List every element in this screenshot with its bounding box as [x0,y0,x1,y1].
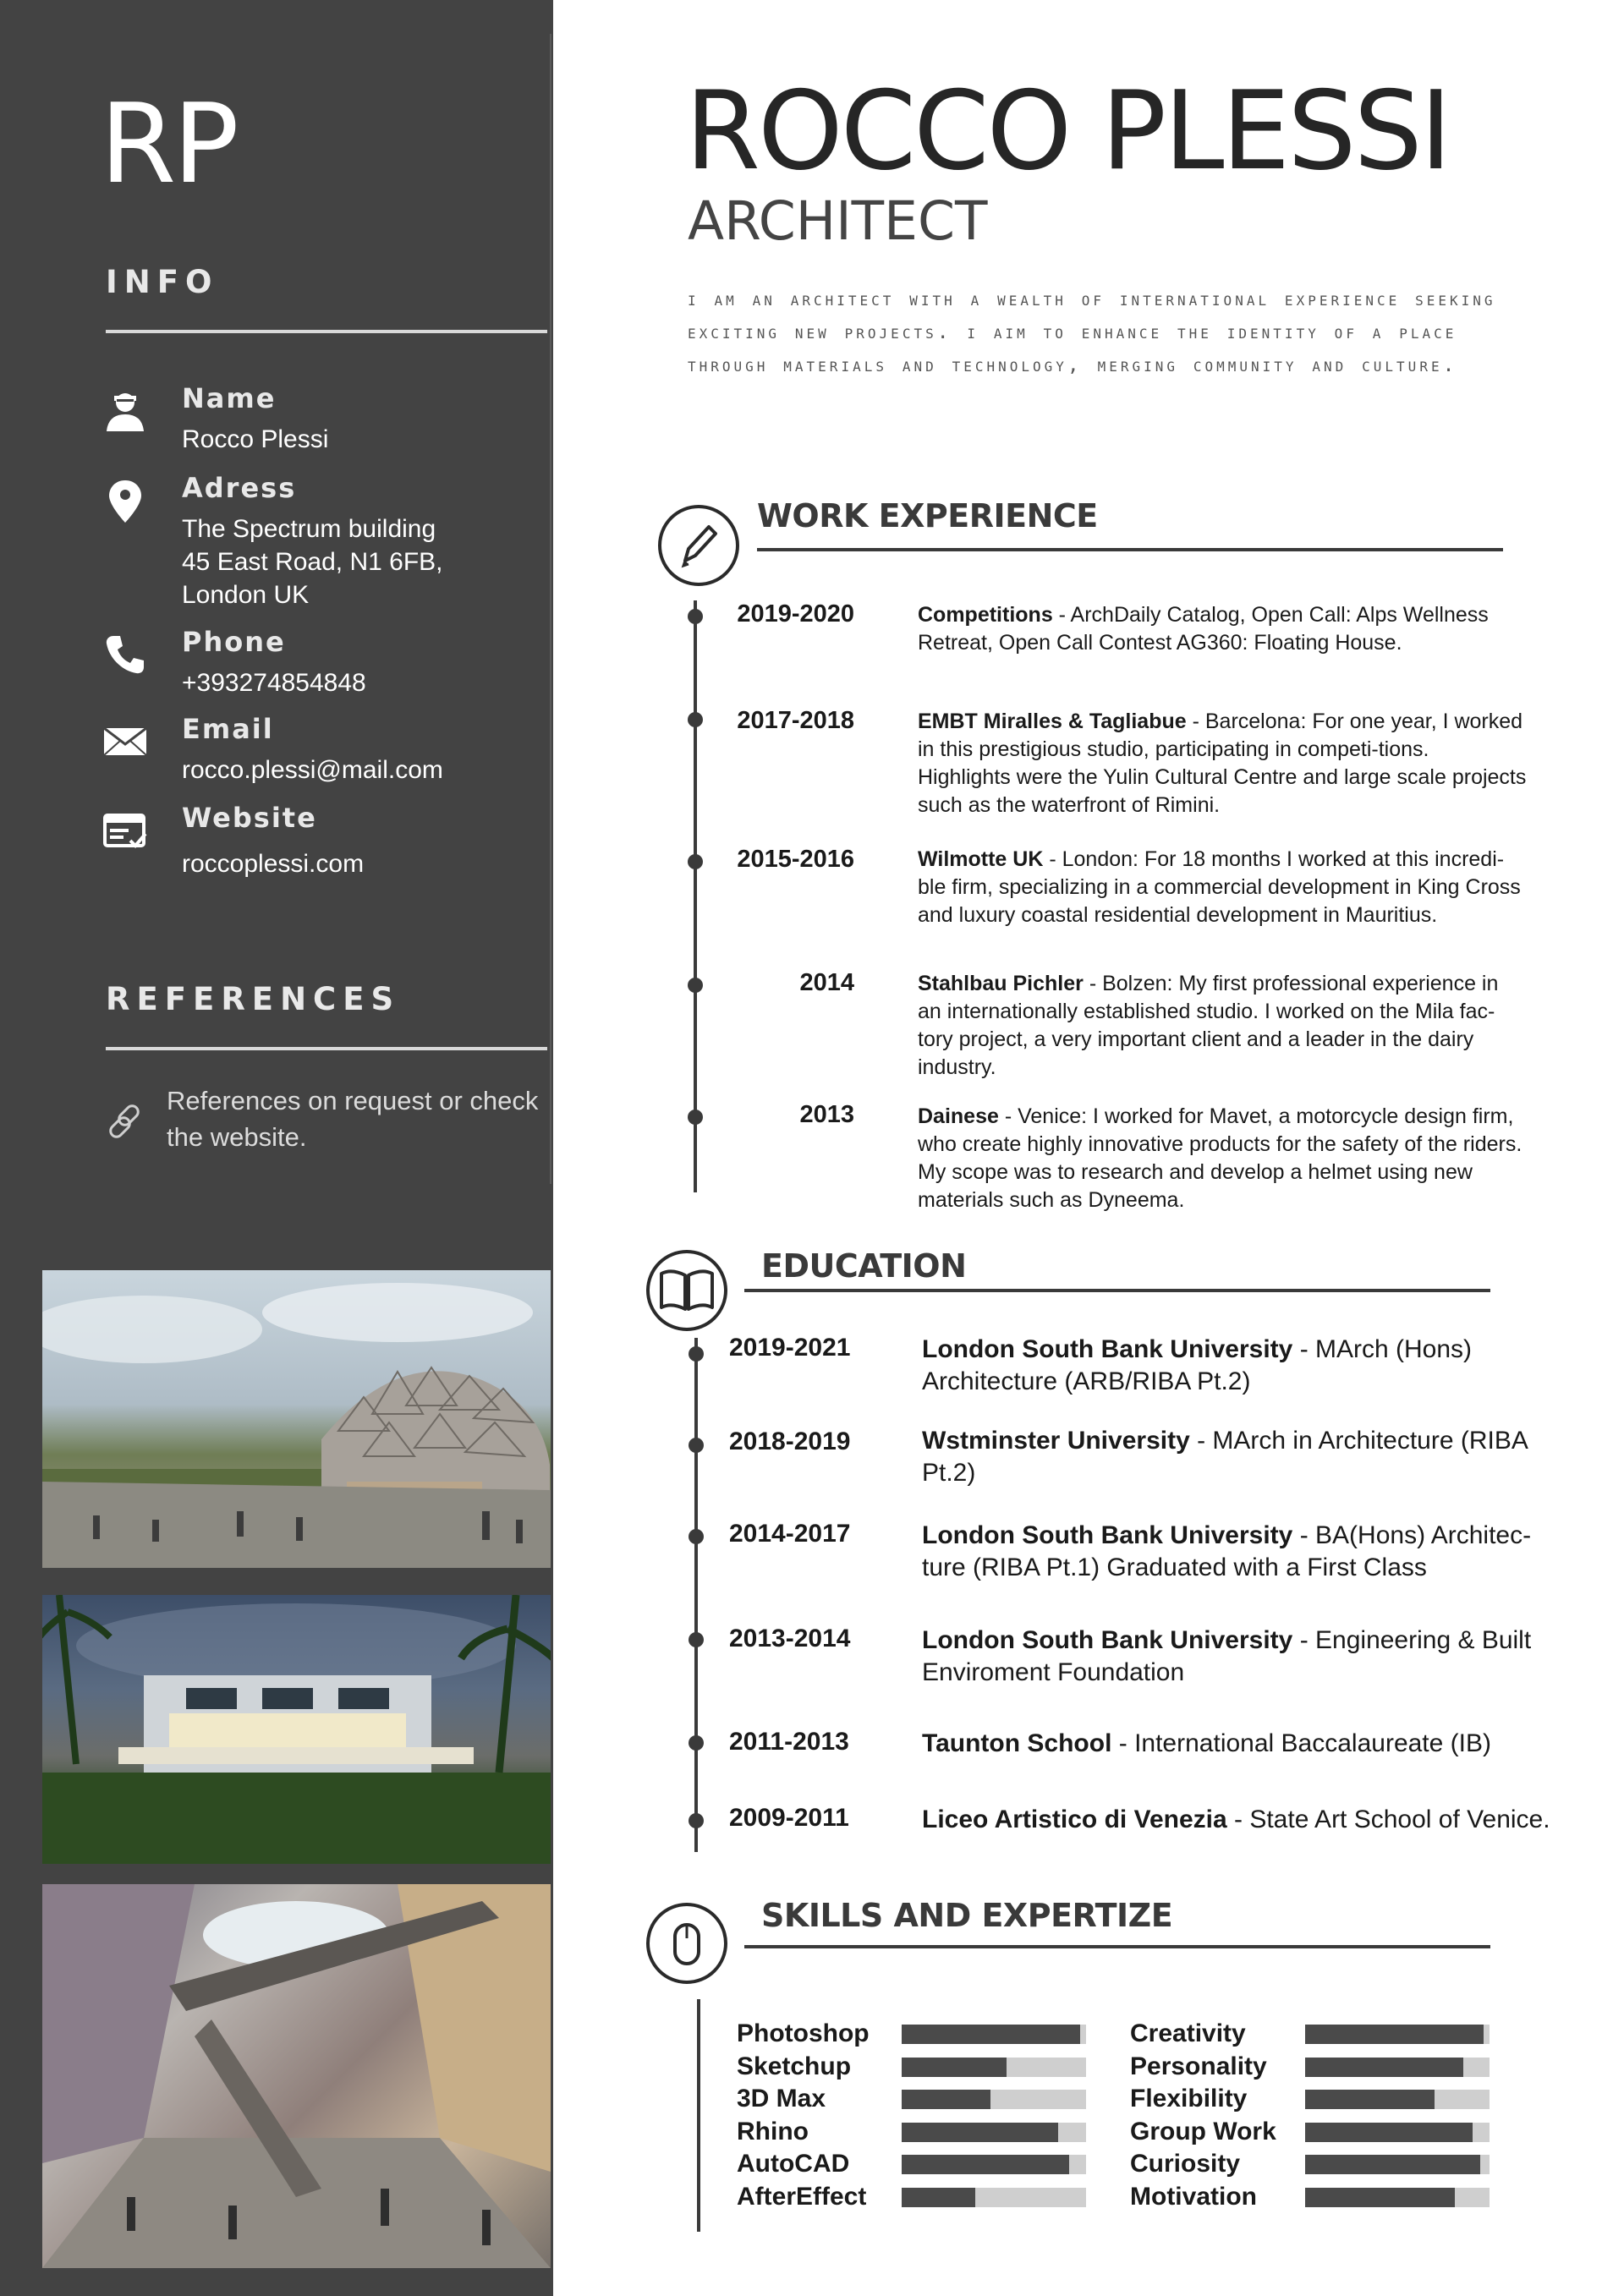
education-org: London South Bank University [922,1626,1293,1654]
education-timeline [694,1338,698,1852]
skill-bar-fill [902,2090,990,2109]
education-text: - MArch (Hons) Architecture (ARB/RIBA Pt.2) [922,1335,1473,1395]
education-entry [922,1728,1548,1760]
work-org: EMBT Miralles & Tagliabue [918,710,1187,733]
skill-name: Rhino [737,2117,809,2145]
skill-name: Curiosity [1130,2150,1241,2178]
pencil-icon [661,508,736,583]
website-value[interactable]: roccoplessi.com [182,850,365,878]
work-year: 2017-2018 [737,707,854,734]
skill-bar-fill [902,2123,1058,2142]
link-icon [106,1101,146,1142]
education-text: - MArch in Architecture (RIBA Pt.2) [922,1427,1528,1487]
skill-name: AfterEffect [737,2182,867,2211]
work-timeline [694,600,697,1192]
education-entry [922,1804,1565,1836]
timeline-dot [689,1346,704,1362]
book-icon [650,1253,724,1328]
skill-name: Creativity [1130,2019,1246,2047]
education-text: - Engineering & Built Enviroment Foundation [922,1626,1532,1686]
skill-bar-fill [902,2058,1007,2077]
skill-bar [1305,2090,1490,2109]
education-year: 2019-2021 [729,1334,851,1362]
phone-label: Phone [182,626,286,658]
skill-row [737,2150,1143,2180]
skill-bar-fill [1305,2025,1484,2044]
skill-row [737,2085,1143,2115]
references-rule [106,1047,547,1050]
work-year: 2019-2020 [737,600,854,627]
timeline-dot [688,712,703,727]
education-title: EDUCATION [761,1247,967,1285]
sidebar [0,0,553,2296]
summary: i am an architect with a wealth of international experience seeking exciting new projects. i aim to enhance the identity of a place through materials and technology, merging community and culture. [688,288,1496,376]
work-text: - Venice: I worked for Mavet, a motorcycle design firm, who create highly innovative products for the safety of the riders. My scope was to research and develop a helmet using new materials such as Dyneema. [918,1104,1522,1212]
photo-pavilion [42,1270,551,1568]
work-text: - ArchDaily Catalog, Open Call: Alps Wellness Retreat, Open Call Contest AG360: Floating House. [918,603,1489,655]
work-rule [757,548,1503,551]
skill-row [1130,2183,1536,2213]
name-label: Name [182,382,277,414]
skills-rule [744,1945,1490,1948]
education-year: 2011-2013 [729,1728,849,1756]
website-icon [102,807,149,854]
education-entry [922,1625,1548,1689]
skill-row [1130,2118,1536,2148]
sidebar-divider [550,34,551,1184]
references-heading: REFERENCES [106,981,401,1017]
skill-bar-fill [1305,2188,1455,2207]
skill-name: 3D Max [737,2085,826,2112]
info-heading: INFO [106,264,219,300]
skill-name: Sketchup [737,2052,852,2080]
skills-section-icon [646,1903,727,1984]
skill-row [1130,2085,1536,2115]
skill-row [737,2183,1143,2213]
skill-bar-fill [1305,2090,1435,2109]
work-text: - London: For 18 months I worked at this incredi-ble firm, specializing in a commercial development in King Cross and luxury coastal residential development in Mauritius. [918,847,1521,927]
skill-name: Group Work [1130,2117,1276,2145]
skill-row [1130,2150,1536,2180]
timeline-dot [688,854,703,869]
work-org: Wilmotte UK [918,847,1044,871]
skill-bar-fill [1305,2058,1463,2077]
work-year: 2015-2016 [737,846,854,873]
photo-interior [42,1884,551,2268]
education-org: London South Bank University [922,1335,1293,1363]
references-text: References on request or check the website. [167,1086,539,1152]
skill-name: AutoCAD [737,2150,850,2178]
education-year: 2014-2017 [729,1520,851,1548]
phone-icon [102,631,149,678]
skill-row [737,2118,1143,2148]
skills-timeline [697,1999,700,2232]
work-entry [918,1103,1527,1214]
location-pin-icon [102,477,149,524]
education-org: London South Bank University [922,1521,1293,1549]
address-label: Adress [182,472,297,504]
skill-bar [902,2188,1086,2207]
education-text: - International Baccalaureate (IB) [1111,1729,1491,1757]
address-value: The Spectrum building 45 East Road, N1 6FB, London UK [182,515,443,609]
email-label: Email [182,713,274,745]
skill-row [1130,2019,1536,2050]
skill-bar [1305,2123,1490,2142]
work-org: Competitions [918,603,1053,627]
skill-bar [1305,2058,1490,2077]
timeline-dot [688,1110,703,1125]
timeline-dot [688,978,703,993]
timeline-dot [689,1529,704,1544]
education-text: - BA(Hons) Architec-ture (RIBA Pt.1) Graduated with a First Class [922,1521,1532,1581]
skill-row [737,2019,1143,2050]
timeline-dot [689,1813,704,1828]
work-text: - Bolzen: My first professional experience in an internationally established studio. I worked on the Mila fac-tory project, a very important client and a leader in the dairy industry. [918,972,1499,1079]
education-org: Liceo Artistico di Venezia [922,1806,1227,1833]
job-title: ARCHITECT [688,190,988,252]
email-value[interactable]: rocco.plessi@mail.com [182,756,443,784]
skills-title: SKILLS AND EXPERTIZE [761,1897,1173,1934]
work-org: Dainese [918,1104,999,1128]
skill-bar-fill [902,2155,1069,2174]
work-entry [918,970,1527,1082]
education-rule [744,1289,1490,1292]
work-title: WORK EXPERIENCE [757,497,1098,534]
timeline-dot [689,1632,704,1647]
skill-bar [1305,2025,1490,2044]
education-year: 2013-2014 [729,1625,851,1652]
education-year: 2009-2011 [729,1804,849,1832]
name-value: Rocco Plessi [182,425,329,453]
education-entry [922,1425,1548,1489]
timeline-dot [688,609,703,624]
skill-bar-fill [1305,2155,1480,2174]
skill-bar [1305,2188,1490,2207]
work-entry [918,601,1527,657]
skill-bar-fill [902,2188,975,2207]
skill-bar [902,2025,1086,2044]
skill-name: Flexibility [1130,2085,1248,2112]
education-section-icon [646,1250,727,1331]
phone-value: +393274854848 [182,669,366,697]
skill-bar-fill [902,2025,1080,2044]
website-label: Website [182,802,317,834]
education-entry [922,1334,1548,1398]
info-rule [106,330,547,333]
skill-name: Motivation [1130,2182,1257,2211]
work-org: Stahlbau Pichler [918,972,1084,995]
timeline-dot [689,1438,704,1453]
skill-name: Photoshop [737,2019,870,2047]
skill-name: Personality [1130,2052,1267,2080]
skill-row [1130,2052,1536,2083]
envelope-icon [102,718,149,765]
education-entry [922,1520,1548,1584]
education-org: Taunton School [922,1729,1112,1757]
work-entry [918,708,1527,819]
skill-bar [1305,2155,1490,2174]
skill-row [737,2052,1143,2083]
work-year: 2014 [799,969,854,996]
monogram: RP [100,79,236,208]
page-title: ROCCO PLESSI [685,68,1450,195]
work-year: 2013 [799,1101,854,1128]
timeline-dot [689,1735,704,1751]
skill-bar [902,2090,1086,2109]
skill-bar [902,2155,1086,2174]
education-text: - State Art School of Venice. [1226,1806,1550,1833]
mouse-icon [650,1906,724,1981]
person-icon [102,387,149,435]
education-org: Wstminster University [922,1427,1190,1455]
work-text: - Barcelona: For one year, I worked in this prestigious studio, participating in competi-tions. Highlights were the Yulin Cultural Centre and large scale projects such as the waterfront of Rimini. [918,710,1527,817]
photo-villa [42,1595,551,1864]
education-year: 2018-2019 [729,1427,851,1455]
skill-bar [902,2058,1086,2077]
skill-bar [902,2123,1086,2142]
skill-bar-fill [1305,2123,1473,2142]
work-entry [918,846,1527,929]
work-section-icon [658,505,739,586]
